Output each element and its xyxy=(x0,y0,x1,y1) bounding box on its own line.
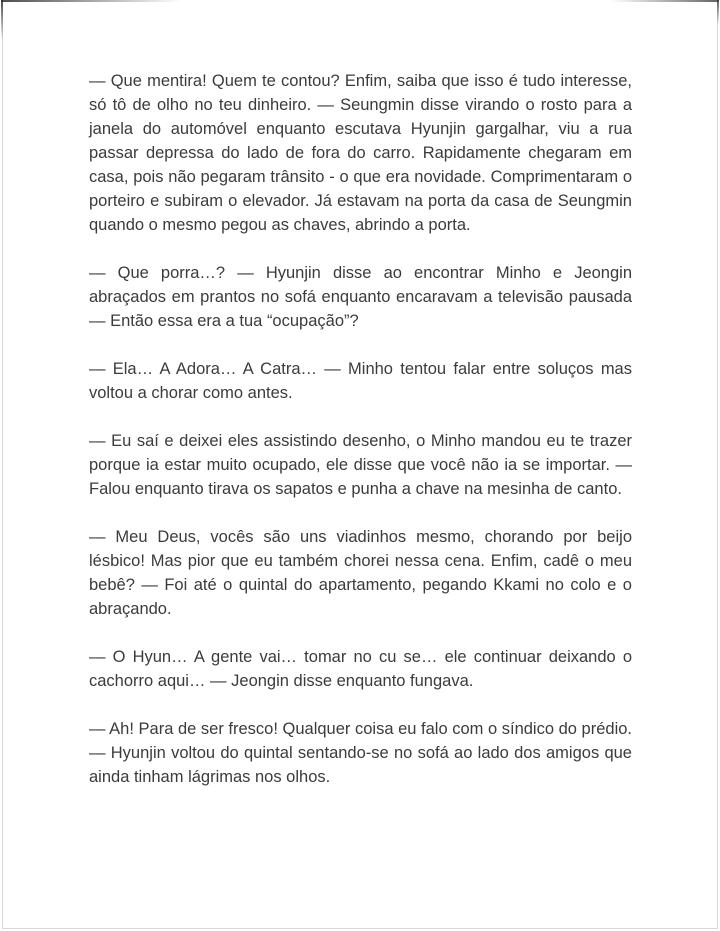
paragraph: — Que mentira! Quem te contou? Enfim, saiba que isso é tudo interesse, só tô de olho no teu dinheiro. — Seungmin disse virando o rosto para a janela do automóvel enquanto escutava Hyunjin gargalhar, viu a rua passar depressa do lado de fora do carro. Rapidamente chegaram em casa, pois não pegaram trânsito - o que era novidade. Comprimentaram o porteiro e subiram o elevador. Já estavam na porta da casa de Seungmin quando o mesmo pegou as chaves, abrindo a porta. xyxy=(89,72,632,234)
paragraph: — Eu saí e deixei eles assistindo desenho, o Minho mandou eu te trazer porque ia estar muito ocupado, ele disse que você não ia se importar. — Falou enquanto tirava os sapatos e punha a chave na mesinha de canto. xyxy=(89,432,632,498)
page-right-edge-shadow xyxy=(717,0,719,26)
document-page xyxy=(2,2,718,929)
document-content xyxy=(3,2,717,928)
paragraph: — Ela… A Adora… A Catra… — Minho tentou falar entre soluços mas voltou a chorar como antes. xyxy=(89,360,632,402)
paragraph: — Ah! Para de ser fresco! Qualquer coisa eu falo com o síndico do prédio. — Hyunjin voltou do quintal sentando-se no sofá ao lado dos amigos que ainda tinham lágrimas nos olhos. xyxy=(89,720,632,786)
paragraph: — Meu Deus, vocês são uns viadinhos mesmo, chorando por beijo lésbico! Mas pior que eu também chorei nessa cena. Enfim, cadê o meu bebê? — Foi até o quintal do apartamento, pegando Kkami no colo e o abraçando. xyxy=(89,528,632,618)
paragraph: — O Hyun… A gente vai… tomar no cu se… ele continuar deixando o cachorro aqui… — Jeongin disse enquanto fungava. xyxy=(89,648,632,690)
paragraph: — Que porra…? — Hyunjin disse ao encontrar Minho e Jeongin abraçados em prantos no sofá enquanto encaravam a televisão pausada — Então essa era a tua “ocupação”? xyxy=(89,264,632,330)
